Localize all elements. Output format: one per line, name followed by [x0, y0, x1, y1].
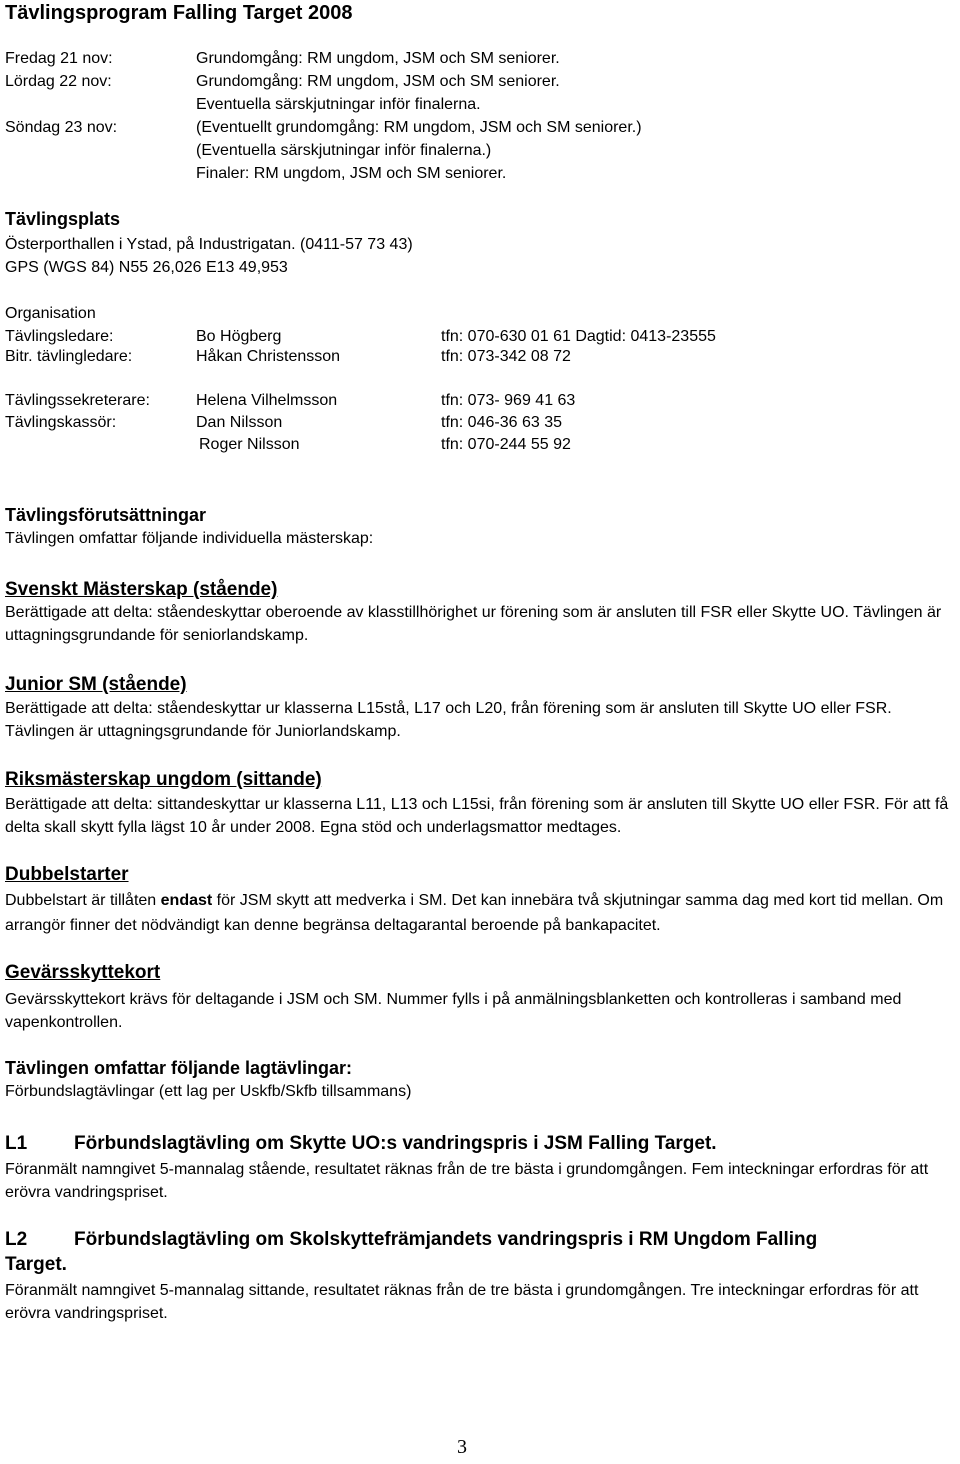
org-name: Helena Vilhelmsson	[196, 392, 338, 409]
rifle-text: Gevärsskyttekort krävs för deltagande i JSM och SM. Nummer fylls i på anmälningsblanketten och kontrolleras i samband med vapenkontrollen.	[5, 991, 902, 1031]
section-heading-jsm: Junior SM (stående)	[5, 674, 187, 695]
org-role: Tävlingssekreterare:	[5, 392, 150, 409]
section-heading-rm: Riksmästerskap ungdom (sittande)	[5, 769, 322, 790]
org-name: Bo Högberg	[196, 328, 282, 345]
section-text-jsm: Berättigade att delta: ståendeskyttar ur klasserna L15stå, L17 och L20, från förening som är ansluten till Skytte UO eller FSR. Tävlingen är uttagningsgrundande för Juniorlandskamp.	[5, 700, 892, 740]
schedule-line: (Eventuella särskjutningar inför finalerna.)	[196, 142, 492, 159]
section-heading-sm: Svenskt Mästerskap (stående)	[5, 579, 278, 600]
schedule-line: Grundomgång: RM ungdom, JSM och SM seniorer.	[196, 50, 560, 67]
org-name: Dan Nilsson	[196, 414, 283, 431]
org-phone: tfn: 070-630 01 61 Dagtid: 0413-23555	[441, 328, 716, 345]
schedule-line: Eventuella särskjutningar inför finalerna.	[196, 96, 481, 113]
page-title: Tävlingsprogram Falling Target 2008	[5, 2, 353, 24]
schedule-day-friday: Fredag 21 nov:	[5, 50, 113, 67]
rifle-heading: Gevärsskyttekort	[5, 962, 161, 983]
venue-heading: Tävlingsplats	[5, 209, 121, 229]
team-item-title-end: Target.	[5, 1254, 67, 1275]
org-phone: tfn: 073- 969 41 63	[441, 392, 576, 409]
venue-gps: GPS (WGS 84) N55 26,026 E13 49,953	[5, 259, 288, 276]
org-role: Bitr. tävlingledare:	[5, 348, 133, 365]
team-item-title-line: Förbundslagtävling om Skolskyttefrämjandets vandringspris i RM Ungdom Falling	[74, 1229, 818, 1250]
venue-address: Österporthallen i Ystad, på Industrigatan.	[5, 236, 296, 253]
team-item-title: Förbundslagtävling om Skytte UO:s vandringspris i JSM Falling Target.	[74, 1133, 717, 1154]
org-phone: tfn: 070-244 55 92	[441, 436, 571, 453]
schedule-line: (Eventuellt grundomgång: RM ungdom, JSM och SM seniorer.)	[196, 119, 642, 136]
conditions-heading: Tävlingsförutsättningar	[5, 505, 207, 525]
double-heading: Dubbelstarter	[5, 864, 129, 885]
team-item-text: Föranmält namngivet 5-mannalag sittande, resultatet räknas från de tre bästa i grundomgången. Tre inteckningar erfordras för att erövra vandringspriset.	[5, 1282, 919, 1322]
venue-phone: (0411-57 73 43)	[300, 236, 413, 253]
org-role: Tävlingsledare:	[5, 328, 114, 345]
double-text-b: för JSM skytt att medverka i SM. Det kan innebära två skjutningar samma dag med kort tid mellan. Om arrangör finner det nödvändigt kan denne begränsa deltagarantal beroende på bankapacitet.	[5, 892, 944, 934]
double-text-a: Dubbelstart är tillåten	[5, 892, 161, 909]
org-phone: tfn: 073-342 08 72	[441, 348, 571, 365]
org-name: Roger Nilsson	[199, 436, 300, 453]
conditions-intro: Tävlingen omfattar följande individuella mästerskap:	[5, 530, 374, 547]
org-role: Tävlingskassör:	[5, 414, 117, 431]
page-number: 3	[457, 1436, 467, 1458]
schedule-line: Grundomgång: RM ungdom, JSM och SM seniorer.	[196, 73, 560, 90]
org-phone: tfn: 046-36 63 35	[441, 414, 562, 431]
double-text	[5, 888, 960, 938]
section-text-sm: Berättigade att delta: ståendeskyttar oberoende av klasstillhörighet ur förening som är ansluten till FSR eller Skytte UO. Tävlingen är uttagningsgrundande för seniorlandskamp.	[5, 604, 942, 644]
team-item-text: Föranmält namngivet 5-mannalag stående, resultatet räknas från de tre bästa i grundomgången. Fem inteckningar erfordras för att erövra vandringspriset.	[5, 1161, 929, 1201]
venue-line	[5, 236, 413, 254]
section-text-rm: Berättigade att delta: sittandeskyttar ur klasserna L11, L13 och L15si, från förening som är ansluten till Skytte UO eller FSR. För att få delta skall skytt fylla lägst 10 år under 2008. Egna stöd och underlagsmattor medtages.	[5, 796, 949, 836]
organisation-heading: Organisation	[5, 305, 96, 322]
team-intro: Förbundslagtävlingar (ett lag per Uskfb/Skfb tillsammans)	[5, 1083, 412, 1100]
schedule-day-saturday: Lördag 22 nov:	[5, 73, 112, 90]
org-name: Håkan Christensson	[196, 348, 341, 365]
schedule-line: Finaler: RM ungdom, JSM och SM seniorer.	[196, 165, 507, 182]
team-item-code: L2	[5, 1229, 28, 1250]
double-text-bold: endast	[160, 892, 213, 909]
team-item-code: L1	[5, 1133, 28, 1154]
schedule-day-sunday: Söndag 23 nov:	[5, 119, 118, 136]
team-heading: Tävlingen omfattar följande lagtävlingar:	[5, 1058, 353, 1078]
